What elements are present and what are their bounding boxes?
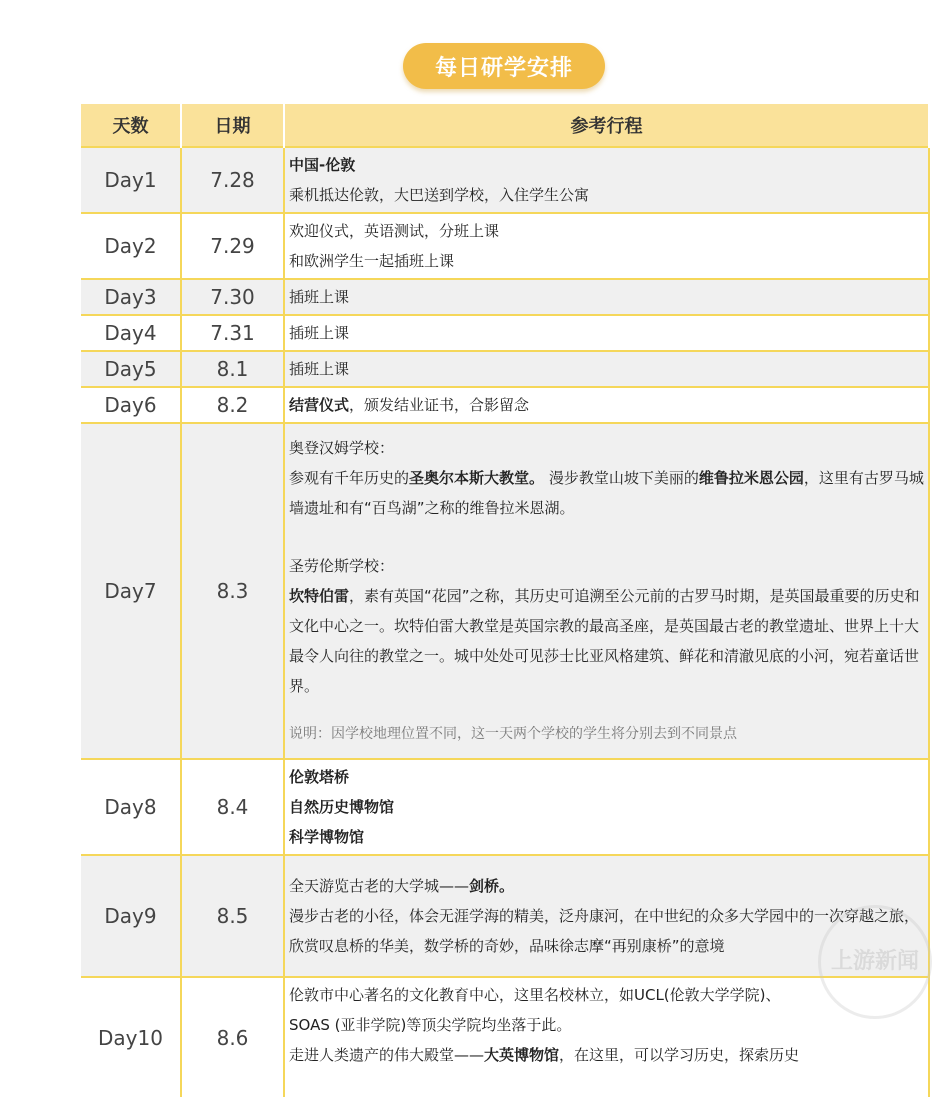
table-row bbox=[81, 423, 929, 759]
plan-line: 自然历史博物馆 bbox=[289, 798, 395, 816]
plan-line: 欢迎仪式，英语测试，分班上课 bbox=[289, 222, 500, 240]
plan-bold: 圣奥尔本斯大教堂。 bbox=[409, 469, 545, 487]
date-cell: 7.29 bbox=[181, 213, 284, 279]
day-cell: Day5 bbox=[81, 351, 181, 387]
date-cell: 7.31 bbox=[181, 315, 284, 351]
plan-cell bbox=[284, 977, 929, 1097]
day-cell: Day7 bbox=[81, 423, 181, 759]
plan-text: 参观有千年历史的 bbox=[289, 469, 410, 487]
day-cell: Day3 bbox=[81, 279, 181, 315]
date-cell: 7.28 bbox=[181, 147, 284, 213]
header-plan: 参考行程 bbox=[284, 104, 929, 147]
date-cell: 8.1 bbox=[181, 351, 284, 387]
plan-bold: 坎特伯雷 bbox=[289, 587, 350, 605]
plan-text: 漫步教堂山坡下美丽的 bbox=[548, 469, 699, 487]
plan-cell: 插班上课 bbox=[284, 315, 929, 351]
plan-line: 伦敦市中心著名的文化教育中心，这里名校林立，如UCL(伦敦大学学院)、 bbox=[289, 986, 781, 1004]
plan-line: SOAS (亚非学院)等顶尖学院均坐落于此。 bbox=[289, 1016, 572, 1034]
header-date: 日期 bbox=[181, 104, 284, 147]
day-cell: Day10 bbox=[81, 977, 181, 1097]
spacer bbox=[289, 701, 924, 719]
date-cell: 8.3 bbox=[181, 423, 284, 759]
watermark-logo: 上游新闻 bbox=[818, 905, 932, 1019]
header-day: 天数 bbox=[81, 104, 181, 147]
table-row bbox=[81, 759, 929, 855]
plan-cell bbox=[284, 147, 929, 213]
date-cell: 8.2 bbox=[181, 387, 284, 423]
plan-cell bbox=[284, 213, 929, 279]
page-title: 每日研学安排 bbox=[403, 43, 605, 89]
plan-text: ，素有英国“花园”之称，其历史可追溯至公元前的古罗马时期，是英国最重要的历史和文化中心之一。坎特伯雷大教堂是英国宗教的最高圣座，是英国最古老的教堂遗址、世界上十大最令人向往的教堂之一。城中处处可见莎士比亚风格建筑、鲜花和清澈见底的小河，宛若童话世界。 bbox=[289, 587, 920, 695]
plan-line: 科学博物馆 bbox=[289, 828, 365, 846]
plan-cell bbox=[284, 759, 929, 855]
date-cell: 8.4 bbox=[181, 759, 284, 855]
plan-text: ，在这里，可以学习历史，探索历史 bbox=[559, 1046, 800, 1064]
plan-bold: 结营仪式 bbox=[289, 396, 350, 414]
plan-cell bbox=[284, 387, 929, 423]
plan-paragraph bbox=[289, 581, 924, 701]
plan-note: 说明：因学校地理位置不同，这一天两个学校的学生将分别去到不同景点 bbox=[289, 726, 737, 742]
plan-paragraph bbox=[289, 463, 924, 523]
plan-text: ，这里有古罗马城墙遗址和有“百鸟湖”之称的维鲁拉米恩湖。 bbox=[289, 469, 924, 517]
table-row bbox=[81, 147, 929, 213]
schedule-table bbox=[81, 104, 930, 1097]
plan-text: 全天游览古老的大学城—— bbox=[289, 877, 470, 895]
date-cell: 7.30 bbox=[181, 279, 284, 315]
day-cell: Day9 bbox=[81, 855, 181, 977]
table-header-row bbox=[81, 104, 929, 147]
table-row bbox=[81, 279, 929, 315]
plan-bold: 剑桥。 bbox=[469, 877, 515, 895]
day-cell: Day8 bbox=[81, 759, 181, 855]
plan-cell bbox=[284, 423, 929, 759]
table-row bbox=[81, 977, 929, 1097]
date-cell: 8.6 bbox=[181, 977, 284, 1097]
day-cell: Day6 bbox=[81, 387, 181, 423]
table-row bbox=[81, 213, 929, 279]
date-cell: 8.5 bbox=[181, 855, 284, 977]
plan-text: 走进人类遗产的伟大殿堂—— bbox=[289, 1046, 485, 1064]
plan-text: ，颁发结业证书，合影留念 bbox=[349, 396, 530, 414]
plan-cell: 插班上课 bbox=[284, 279, 929, 315]
table-row bbox=[81, 855, 929, 977]
day-cell: Day1 bbox=[81, 147, 181, 213]
plan-line: 奥登汉姆学校： bbox=[289, 439, 395, 457]
plan-line: 乘机抵达伦敦，大巴送到学校，入住学生公寓 bbox=[289, 186, 590, 204]
plan-bold: 大英博物馆 bbox=[484, 1046, 560, 1064]
plan-line: 中国-伦敦 bbox=[289, 156, 356, 174]
plan-line bbox=[289, 1040, 924, 1070]
day-cell: Day2 bbox=[81, 213, 181, 279]
table-row bbox=[81, 315, 929, 351]
plan-paragraph: 漫步古老的小径，体会无涯学海的精美，泛舟康河，在中世纪的众多大学园中的一次穿越之旅，欣赏叹息桥的华美，数学桥的奇妙，品味徐志摩“再别康桥”的意境 bbox=[289, 907, 920, 955]
spacer bbox=[289, 523, 924, 551]
plan-line bbox=[289, 871, 924, 901]
plan-cell bbox=[284, 855, 929, 977]
plan-cell: 插班上课 bbox=[284, 351, 929, 387]
plan-line: 圣劳伦斯学校： bbox=[289, 557, 395, 575]
plan-line: 和欧洲学生一起插班上课 bbox=[289, 252, 455, 270]
plan-line: 伦敦塔桥 bbox=[289, 768, 350, 786]
plan-bold: 维鲁拉米恩公园 bbox=[698, 469, 804, 487]
day-cell: Day4 bbox=[81, 315, 181, 351]
table-row bbox=[81, 387, 929, 423]
table-row bbox=[81, 351, 929, 387]
